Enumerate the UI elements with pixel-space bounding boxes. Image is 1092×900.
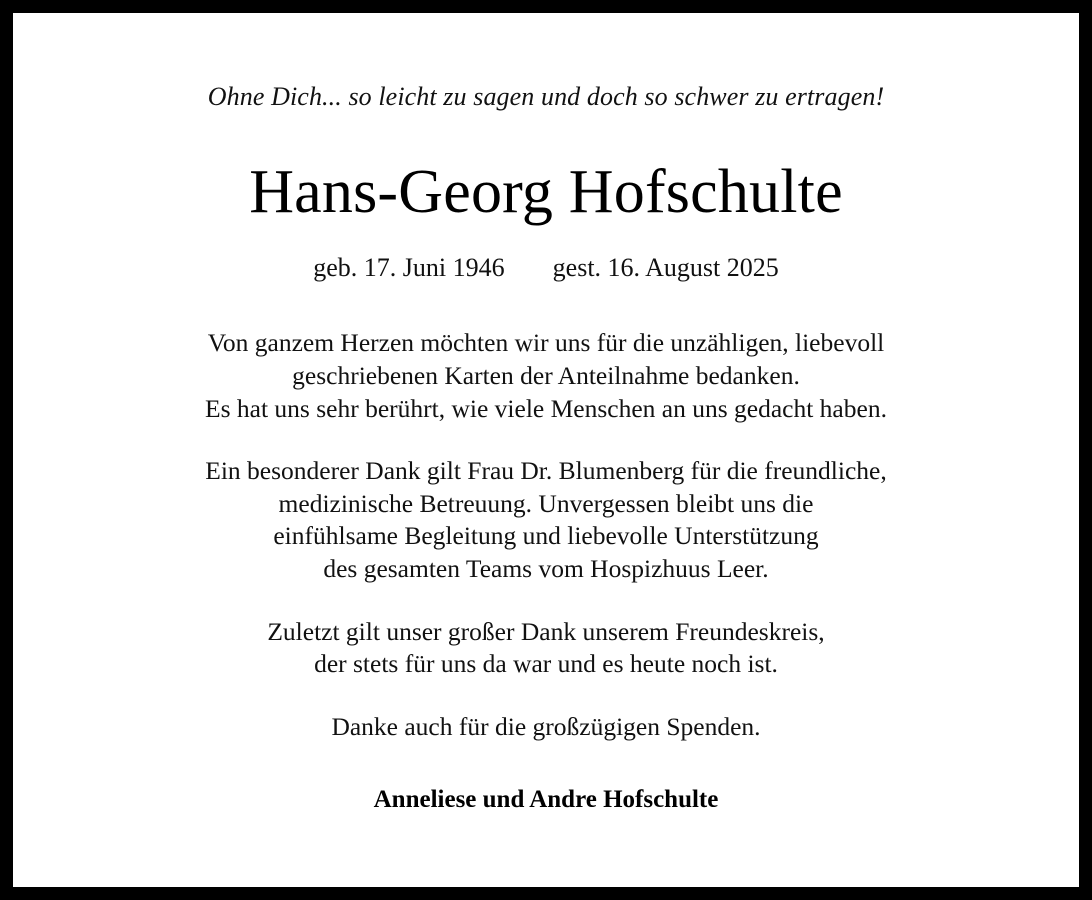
paragraph-thanks-cards (116, 327, 976, 425)
obituary-card (10, 10, 1082, 890)
paragraph-line: der stets für uns da war und es heute noch ist. (314, 649, 778, 679)
paragraph-line: geschriebenen Karten der Anteilnahme bedanken. (292, 360, 800, 390)
signature-text: Anneliese und Andre Hofschulte (373, 785, 719, 813)
paragraph-line: Es hat uns sehr berührt, wie viele Menschen an uns gedacht haben. (205, 393, 887, 423)
birth-date: geb. 17. Juni 1946 (313, 253, 505, 283)
paragraph-line: einfühlsame Begleitung und liebevolle Unterstützung (273, 521, 819, 551)
paragraph-line: Von ganzem Herzen möchten wir uns für die unzähligen, liebevoll (207, 328, 885, 358)
paragraph-line: Ein besonderer Dank gilt Frau Dr. Blumenberg für die freundliche, (205, 456, 887, 486)
paragraph-thanks-friends (116, 616, 976, 681)
life-dates (313, 253, 778, 283)
paragraph-line: Danke auch für die großzügigen Spenden. (331, 711, 761, 741)
motto-text: Ohne Dich... so leicht zu sagen und doch so schwer zu ertragen! (207, 82, 885, 111)
paragraph-line: medizinische Betreuung. Unvergessen bleibt uns die (278, 488, 814, 518)
paragraph-line: des gesamten Teams vom Hospizhuus Leer. (323, 554, 769, 584)
paragraph-thanks-doctor (116, 455, 976, 586)
death-date: gest. 16. August 2025 (552, 253, 779, 283)
deceased-name: Hans-Georg Hofschulte (249, 158, 843, 227)
paragraph-thanks-donations (116, 711, 976, 744)
paragraph-line: Zuletzt gilt unser großer Dank unserem Freundeskreis, (267, 616, 825, 646)
